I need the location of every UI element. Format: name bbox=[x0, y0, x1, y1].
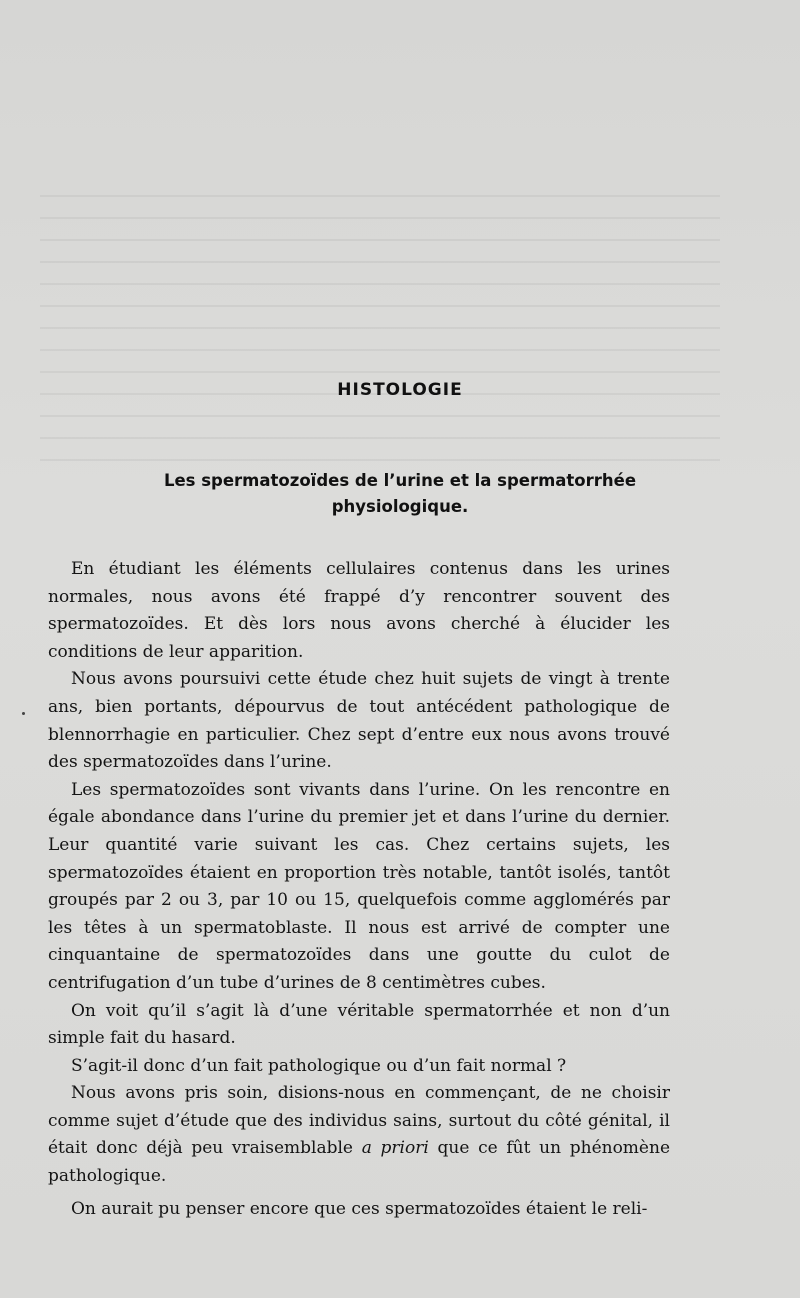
paragraph-4: On voit qu’il s’agit là d’une véritable spermatorrhée et non d’un simple fait du hasard. bbox=[48, 1000, 670, 1049]
article-title-line-1: Les spermatozoïdes de l’urine et la spermatorrhée bbox=[163, 471, 637, 490]
paragraph-6-start: Nous avons pris soin, disions-nous en commençant, de ne choisir comme sujet d’étude que des individus sains, surtout du côté génital, il était donc déjà peu vraisemblable bbox=[48, 1083, 670, 1159]
paragraph-2: Nous avons poursuivi cette étude chez huit sujets de vingt à trente ans, bien portants, dépourvus de tout antécédent pathologique de blennorrhagie en particulier. Chez sept d’entre eux nous avons trouvé des spermatozoïdes dans l’urine. bbox=[48, 669, 670, 773]
article-title-line-2: physiologique. bbox=[331, 497, 469, 516]
paragraph-1: En étudiant les éléments cellulaires contenus dans les urines normales, nous avons été frappé d’y rencontrer souvent des spermatozoïdes. Et dès lors nous avons cherché à élucider les conditions de leur apparition. bbox=[48, 559, 670, 662]
paragraph-7: On aurait pu penser encore que ces spermatozoïdes étaient le reli- bbox=[71, 1198, 648, 1219]
section-heading: HISTOLOGIE bbox=[337, 380, 463, 400]
article-body bbox=[48, 556, 670, 1223]
ink-speck bbox=[22, 712, 25, 715]
article-title bbox=[80, 468, 720, 520]
paragraph-5: S’agit-il donc d’un fait pathologique ou d’un fait normal ? bbox=[71, 1055, 567, 1076]
italic-phrase: a priori bbox=[361, 1138, 429, 1159]
show-through-texture bbox=[40, 175, 720, 475]
paragraph-6 bbox=[48, 1080, 670, 1190]
paragraph-3: Les spermatozoïdes sont vivants dans l’urine. On les rencontre en égale abondance dans l’urine du premier jet et dans l’urine du dernier. Leur quantité varie suivant les cas. Chez certains sujets, les spermatozoïdes étaient en proportion très notable, tantôt isolés, tantôt groupés par 2 ou 3, par 10 ou 15, quelquefois comme agglomérés par les têtes à un spermatoblaste. Il nous est arrivé de compter une cinquantaine de spermatozoïdes dans une goutte du culot de centrifugation d’un tube d’urines de 8 centimètres cubes. bbox=[48, 779, 670, 993]
paragraph-6-end: que ce fût un phénomène pathologique. bbox=[48, 1138, 670, 1187]
